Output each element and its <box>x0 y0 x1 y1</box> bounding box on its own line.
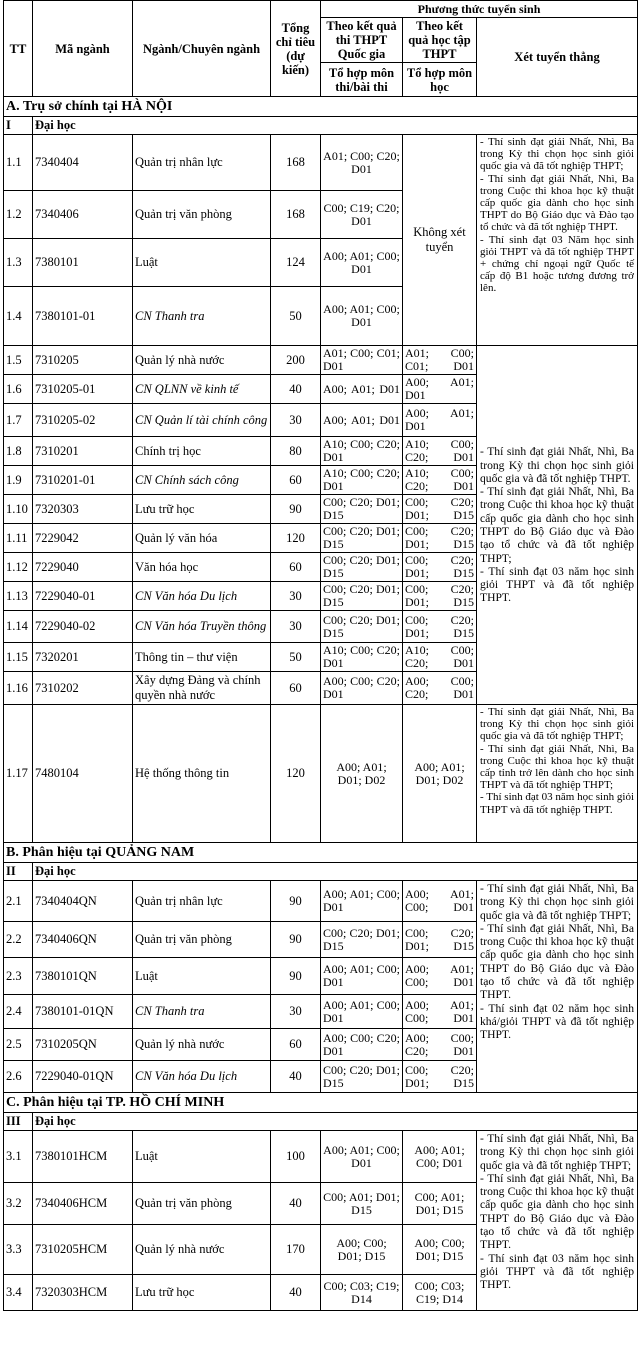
row-to-hop-mon: A00; A01; D01 <box>403 404 477 437</box>
row-chi-tieu: 90 <box>271 958 321 995</box>
row-to-hop-mon: A00; A01; C00; D01 <box>403 881 477 922</box>
row-chi-tieu: 40 <box>271 375 321 404</box>
row-nganh: CN QLNN về kinh tế <box>133 375 271 404</box>
row-to-hop-thi: C00; C03; C19; D14 <box>321 1275 403 1311</box>
row-nganh: Xây dựng Đảng và chính quyền nhà nước <box>133 672 271 705</box>
row-to-hop-mon: C00; C03; C19; D14 <box>403 1275 477 1311</box>
row-khong-xet-tuyen: Không xét tuyển <box>403 135 477 346</box>
row-chi-tieu: 30 <box>271 995 321 1029</box>
row-tt: 1.17 <box>4 705 33 843</box>
row-chi-tieu: 50 <box>271 287 321 346</box>
subsection-label: Đại học <box>33 117 638 135</box>
row-to-hop-thi: A01; C00; C20; D01 <box>321 135 403 191</box>
criteria-line: - Thí sinh đạt giải Nhất, Nhì, Ba trong Cuộc thi khoa học kỹ thuật cấp quốc gia dành cho học sinh THPT do Bộ Giáo dục và Đào tạo tổ chức và đã tốt nghiệp THPT. <box>480 172 635 234</box>
row-nganh: Quản trị nhân lực <box>133 135 271 191</box>
row-tt: 1.14 <box>4 611 33 643</box>
row-nganh: Quản lý văn hóa <box>133 524 271 553</box>
criteria-line: - Thí sinh đạt giải Nhất, Nhì, Ba trong Cuộc thi khoa học kỹ thuật cấp quốc gia dành cho học sinh THPT do Bộ Giáo dục và Đào tạo tổ chức và đã tốt nghiệp THPT. <box>480 921 635 1002</box>
row-ma-nganh: 7310205HCM <box>33 1225 133 1275</box>
row-to-hop-mon: A00; C00; C20; D01 <box>403 672 477 705</box>
row-to-hop-thi: A00; A01; C00; D01 <box>321 1131 403 1183</box>
row-to-hop-mon: C00; C20; D01; D15 <box>403 922 477 958</box>
row-chi-tieu: 120 <box>271 524 321 553</box>
header-thpt-qg: Theo kết quả thi THPT Quốc gia <box>321 18 403 63</box>
row-tt: 2.2 <box>4 922 33 958</box>
row-tt: 1.13 <box>4 582 33 611</box>
row-tt: 1.3 <box>4 239 33 287</box>
row-nganh: Chính trị học <box>133 437 271 466</box>
row-tt: 1.10 <box>4 495 33 524</box>
row-xet-tuyen-thang <box>477 881 638 1093</box>
row-to-hop-thi: A00; A01; C00; D01 <box>321 239 403 287</box>
table-row <box>4 705 638 843</box>
row-to-hop-thi: A00; C00; C20; D01 <box>321 672 403 705</box>
row-to-hop-thi: C00; C20; D01; D15 <box>321 582 403 611</box>
row-to-hop-mon: C00; C20; D01; D15 <box>403 524 477 553</box>
row-xet-tuyen-thang <box>477 1131 638 1311</box>
header-xet-thang: Xét tuyển thẳng <box>477 18 638 97</box>
row-tt: 3.1 <box>4 1131 33 1183</box>
row-ma-nganh: 7340404 <box>33 135 133 191</box>
row-chi-tieu: 60 <box>271 466 321 495</box>
row-tt: 1.15 <box>4 643 33 672</box>
row-chi-tieu: 60 <box>271 1029 321 1061</box>
table-row <box>4 135 638 191</box>
row-chi-tieu: 170 <box>271 1225 321 1275</box>
row-ma-nganh: 7310202 <box>33 672 133 705</box>
row-nganh: Quản lý nhà nước <box>133 1225 271 1275</box>
row-ma-nganh: 7310205QN <box>33 1029 133 1061</box>
row-to-hop-thi: C00; C20; D01; D15 <box>321 922 403 958</box>
row-tt: 2.1 <box>4 881 33 922</box>
row-ma-nganh: 7310205 <box>33 346 133 375</box>
row-to-hop-mon: A00; A01; D01; D02 <box>403 705 477 843</box>
row-nganh: Quản trị nhân lực <box>133 881 271 922</box>
row-nganh: CN Văn hóa Du lịch <box>133 582 271 611</box>
row-tt: 2.3 <box>4 958 33 995</box>
criteria-line: - Thí sinh đạt 02 năm học sinh khá/giỏi THPT và đã tốt nghiệp THPT. <box>480 1001 635 1042</box>
row-to-hop-mon: C00; A01; D01; D15 <box>403 1183 477 1225</box>
criteria-line: - Thí sinh đạt giải Nhất, Nhì, Ba trong Kỳ thi chọn học sinh giỏi quốc gia và đã tốt nghiệp THPT. <box>480 445 635 485</box>
header-to-hop-thi: Tổ hợp môn thi/bài thi <box>321 63 403 97</box>
criteria-line: - Thí sinh đạt 03 năm học sinh giỏi THPT và đã tốt nghiệp THPT. <box>480 791 635 816</box>
row-xet-tuyen-thang <box>477 135 638 346</box>
row-to-hop-thi: C00; C20; D01; D15 <box>321 611 403 643</box>
criteria-line: - Thí sinh đạt giải Nhất, Nhì, Ba trong Cuộc thi khoa học kỹ thuật cấp tỉnh trở lên dành cho học sinh THPT và đã tốt nghiệp THPT; <box>480 742 635 792</box>
row-tt: 1.7 <box>4 404 33 437</box>
row-to-hop-mon: C00; C20; D01; D15 <box>403 611 477 643</box>
row-nganh: Thông tin – thư viện <box>133 643 271 672</box>
row-to-hop-thi: A00; A01; D01; D02 <box>321 705 403 843</box>
row-to-hop-thi: A10; C00; C20; D01 <box>321 437 403 466</box>
row-to-hop-thi: C00; C20; D01; D15 <box>321 553 403 582</box>
row-to-hop-thi: A01; C00; C01; D01 <box>321 346 403 375</box>
row-xet-tuyen-thang <box>477 705 638 843</box>
row-tt: 1.5 <box>4 346 33 375</box>
row-ma-nganh: 7229040-01 <box>33 582 133 611</box>
row-to-hop-thi: A00; A01; C00; D01 <box>321 958 403 995</box>
row-tt: 3.3 <box>4 1225 33 1275</box>
table-row <box>4 1131 638 1183</box>
row-nganh: Luật <box>133 239 271 287</box>
row-to-hop-mon: A00; C00; D01; D15 <box>403 1225 477 1275</box>
row-nganh: Quản trị văn phòng <box>133 922 271 958</box>
row-tt: 1.6 <box>4 375 33 404</box>
row-tt: 1.8 <box>4 437 33 466</box>
header-hoc-tap: Theo kết quả học tập THPT <box>403 18 477 63</box>
row-chi-tieu: 200 <box>271 346 321 375</box>
row-tt: 2.4 <box>4 995 33 1029</box>
row-ma-nganh: 7320303HCM <box>33 1275 133 1311</box>
row-to-hop-thi: C00; C20; D01; D15 <box>321 1061 403 1093</box>
criteria-line: - Thí sinh đạt giải Nhất, Nhì, Ba trong Kỳ thi chọn học sinh giỏi quốc gia và đã tốt nghiệp THPT; <box>480 882 635 922</box>
row-nganh: CN Thanh tra <box>133 995 271 1029</box>
row-to-hop-thi: A00; A01; D01 <box>321 404 403 437</box>
row-to-hop-thi: A00; A01; C00; D01 <box>321 287 403 346</box>
section-quangnam: B. Phân hiệu tại QUẢNG NAM <box>4 843 638 863</box>
row-nganh: Hệ thống thông tin <box>133 705 271 843</box>
row-ma-nganh: 7320303 <box>33 495 133 524</box>
row-chi-tieu: 124 <box>271 239 321 287</box>
row-ma-nganh: 7480104 <box>33 705 133 843</box>
row-nganh: CN Thanh tra <box>133 287 271 346</box>
row-to-hop-thi: C00; A01; D01; D15 <box>321 1183 403 1225</box>
row-to-hop-mon: A10; C00; C20; D01 <box>403 466 477 495</box>
row-nganh: Quản trị văn phòng <box>133 191 271 239</box>
subsection-number: I <box>4 117 33 135</box>
row-ma-nganh: 7380101-01QN <box>33 995 133 1029</box>
row-xet-tuyen-thang <box>477 346 638 705</box>
row-ma-nganh: 7229040-02 <box>33 611 133 643</box>
row-to-hop-thi: A00; C00; C20; D01 <box>321 1029 403 1061</box>
row-tt: 1.9 <box>4 466 33 495</box>
row-ma-nganh: 7229042 <box>33 524 133 553</box>
row-tt: 1.4 <box>4 287 33 346</box>
page-cutoff-strip <box>60 1340 580 1346</box>
row-ma-nganh: 7340406 <box>33 191 133 239</box>
row-nganh: Quản lý nhà nước <box>133 1029 271 1061</box>
table-row <box>4 881 638 922</box>
row-chi-tieu: 60 <box>271 672 321 705</box>
criteria-line: - Thí sinh đạt giải Nhất, Nhì, Ba trong Kỳ thi chọn học sinh giỏi quốc gia và đã tốt nghiệp THPT; <box>480 1132 635 1172</box>
row-to-hop-thi: A00; C00; D01; D15 <box>321 1225 403 1275</box>
row-ma-nganh: 7229040-01QN <box>33 1061 133 1093</box>
criteria-line: - Thí sinh đạt 03 năm học sinh giỏi THPT và đã tốt nghiệp THPT. <box>480 564 635 605</box>
row-tt: 2.6 <box>4 1061 33 1093</box>
row-chi-tieu: 90 <box>271 881 321 922</box>
criteria-line: - Thí sinh đạt giải Nhất, Nhì, Ba trong Cuộc thi khoa học kỹ thuật cấp quốc gia dành cho học sinh THPT do Bộ Giáo dục và Đào tạo tổ chức và đã tốt nghiệp THPT. <box>480 1171 635 1252</box>
section-hcm: C. Phân hiệu tại TP. HỒ CHÍ MINH <box>4 1093 638 1113</box>
header-ma-nganh: Mã ngành <box>33 1 133 97</box>
row-chi-tieu: 40 <box>271 1275 321 1311</box>
row-tt: 1.12 <box>4 553 33 582</box>
row-chi-tieu: 40 <box>271 1183 321 1225</box>
row-to-hop-thi: C00; C19; C20; D01 <box>321 191 403 239</box>
row-tt: 1.1 <box>4 135 33 191</box>
row-tt: 1.2 <box>4 191 33 239</box>
criteria-line: - Thí sinh đạt giải Nhất, Nhì, Ba trong Cuộc thi khoa học kỹ thuật cấp quốc gia dành cho học sinh THPT do Bộ Giáo dục và Đào tạo tổ chức và đã tốt nghiệp THPT; <box>480 485 635 565</box>
table-row <box>4 346 638 375</box>
row-nganh: CN Quản lí tài chính công <box>133 404 271 437</box>
row-to-hop-mon: C00; C20; D01; D15 <box>403 553 477 582</box>
row-ma-nganh: 7380101QN <box>33 958 133 995</box>
row-ma-nganh: 7310201-01 <box>33 466 133 495</box>
row-to-hop-mon: A10; C00; C20; D01 <box>403 643 477 672</box>
row-chi-tieu: 90 <box>271 922 321 958</box>
row-chi-tieu: 168 <box>271 135 321 191</box>
header-nganh: Ngành/Chuyên ngành <box>133 1 271 97</box>
row-chi-tieu: 30 <box>271 582 321 611</box>
row-nganh: Luật <box>133 958 271 995</box>
row-nganh: CN Văn hóa Truyền thông <box>133 611 271 643</box>
row-tt: 3.4 <box>4 1275 33 1311</box>
row-chi-tieu: 120 <box>271 705 321 843</box>
row-ma-nganh: 7229040 <box>33 553 133 582</box>
row-nganh: Quản lý nhà nước <box>133 346 271 375</box>
row-to-hop-thi: C00; C20; D01; D15 <box>321 495 403 524</box>
row-to-hop-mon: A00; A01; D01 <box>403 375 477 404</box>
row-chi-tieu: 168 <box>271 191 321 239</box>
section-hanoi: A. Trụ sở chính tại HÀ NỘI <box>4 97 638 117</box>
row-to-hop-thi: A10; C00; C20; D01 <box>321 466 403 495</box>
header-to-hop-mon: Tổ hợp môn học <box>403 63 477 97</box>
criteria-line: - Thí sinh đạt giải Nhất, Nhì, Ba trong Kỳ thi chọn học sinh giỏi quốc gia và đã tốt nghiệp THPT; <box>480 706 635 743</box>
row-nganh: Lưu trữ học <box>133 1275 271 1311</box>
subsection-label: Đại học <box>33 863 638 881</box>
row-to-hop-thi: A00; A01; C00; D01 <box>321 995 403 1029</box>
row-to-hop-mon: A00; A01; C00; D01 <box>403 995 477 1029</box>
row-to-hop-thi: A00; A01; D01 <box>321 375 403 404</box>
subsection-number: II <box>4 863 33 881</box>
row-chi-tieu: 90 <box>271 495 321 524</box>
row-ma-nganh: 7380101HCM <box>33 1131 133 1183</box>
row-chi-tieu: 100 <box>271 1131 321 1183</box>
header-chi-tieu: Tổng chỉ tiêu (dự kiến) <box>271 1 321 97</box>
criteria-line: - Thí sinh đạt giải Nhất, Nhì, Ba trong Kỳ thi chọn học sinh giỏi quốc gia và đã tốt nghiệp THPT; <box>480 136 635 173</box>
row-nganh: CN Văn hóa Du lịch <box>133 1061 271 1093</box>
row-to-hop-mon: A01; C00; C01; D01 <box>403 346 477 375</box>
row-to-hop-mon: C00; C20; D01; D15 <box>403 582 477 611</box>
row-chi-tieu: 40 <box>271 1061 321 1093</box>
subsection-number: III <box>4 1113 33 1131</box>
row-tt: 2.5 <box>4 1029 33 1061</box>
row-to-hop-mon: A00; A01; C00; D01 <box>403 958 477 995</box>
row-nganh: Lưu trữ học <box>133 495 271 524</box>
header-tt: TT <box>4 1 33 97</box>
criteria-line: - Thí sinh đạt 03 năm học sinh giỏi THPT và đã tốt nghiệp THPT. <box>480 1251 635 1292</box>
row-to-hop-thi: A00; A01; C00; D01 <box>321 881 403 922</box>
row-ma-nganh: 7310205-01 <box>33 375 133 404</box>
row-to-hop-mon: C00; C20; D01; D15 <box>403 495 477 524</box>
subsection-label: Đại học <box>33 1113 638 1131</box>
row-nganh: Văn hóa học <box>133 553 271 582</box>
row-to-hop-mon: A00; A01; C00; D01 <box>403 1131 477 1183</box>
row-nganh: Luật <box>133 1131 271 1183</box>
criteria-line: - Thí sinh đạt 03 Năm học sinh giỏi THPT và đã tốt nghiệp THPT + chứng chỉ ngoại ngữ Quốc tế cấp độ B1 hoặc tương đương trở lên. <box>480 233 635 295</box>
row-nganh: Quản trị văn phòng <box>133 1183 271 1225</box>
header-phuong-thuc: Phương thức tuyển sinh <box>321 1 638 18</box>
row-chi-tieu: 30 <box>271 404 321 437</box>
row-ma-nganh: 7340406QN <box>33 922 133 958</box>
row-tt: 3.2 <box>4 1183 33 1225</box>
row-to-hop-mon: A10; C00; C20; D01 <box>403 437 477 466</box>
row-tt: 1.11 <box>4 524 33 553</box>
row-ma-nganh: 7340404QN <box>33 881 133 922</box>
row-chi-tieu: 30 <box>271 611 321 643</box>
row-ma-nganh: 7310201 <box>33 437 133 466</box>
row-chi-tieu: 80 <box>271 437 321 466</box>
row-to-hop-mon: C00; C20; D01; D15 <box>403 1061 477 1093</box>
row-nganh: CN Chính sách công <box>133 466 271 495</box>
row-ma-nganh: 7320201 <box>33 643 133 672</box>
row-to-hop-mon: A00; C00; C20; D01 <box>403 1029 477 1061</box>
row-ma-nganh: 7380101-01 <box>33 287 133 346</box>
row-chi-tieu: 50 <box>271 643 321 672</box>
row-ma-nganh: 7340406HCM <box>33 1183 133 1225</box>
row-to-hop-thi: A10; C00; C20; D01 <box>321 643 403 672</box>
row-to-hop-thi: C00; C20; D01; D15 <box>321 524 403 553</box>
admission-table <box>3 0 638 1311</box>
row-ma-nganh: 7380101 <box>33 239 133 287</box>
row-tt: 1.16 <box>4 672 33 705</box>
row-ma-nganh: 7310205-02 <box>33 404 133 437</box>
row-chi-tieu: 60 <box>271 553 321 582</box>
